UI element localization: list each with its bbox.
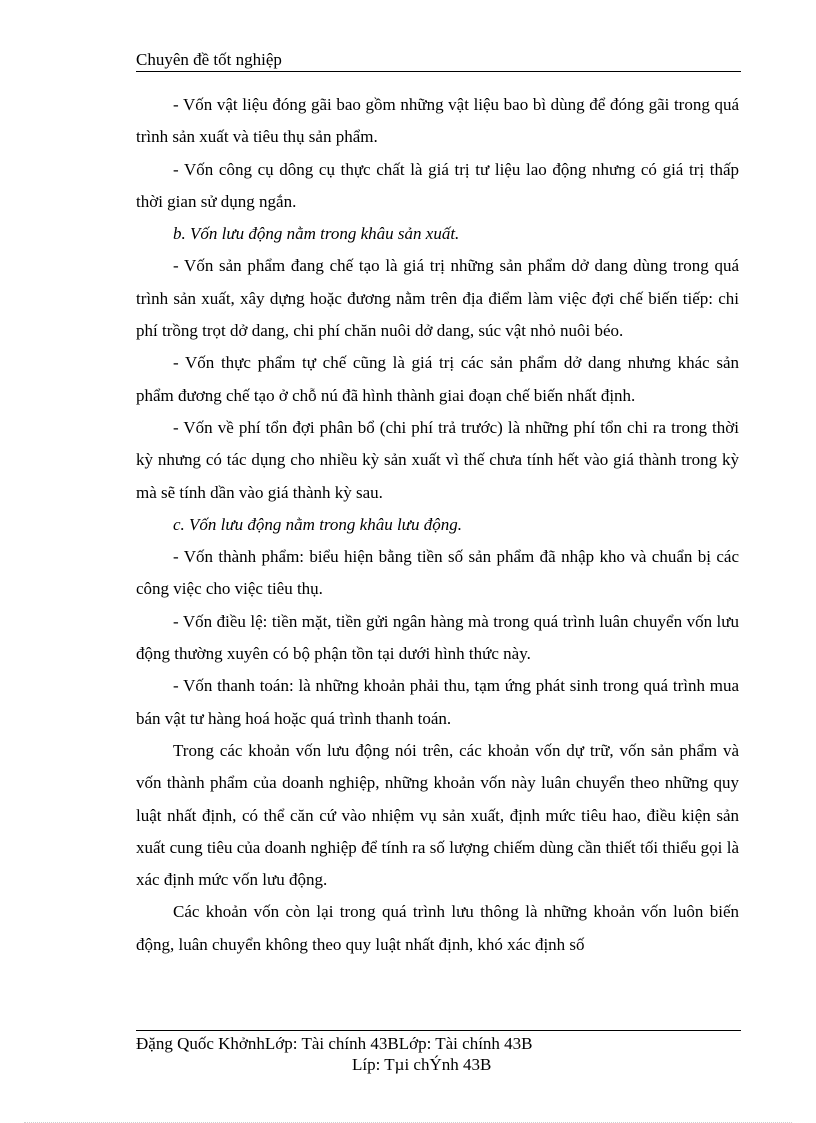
paragraph: - Vốn điều lệ: tiền mặt, tiền gửi ngân hàng mà trong quá trình luân chuyển vốn lưu động thường xuyên có bộ phận tồn tại dưới hình thức này. xyxy=(136,611,739,664)
paragraph: Các khoản vốn còn lại trong quá trình lưu thông là những khoản vốn luôn biến động, luân chuyển không theo quy luật nhất định, khó xác định số xyxy=(136,902,739,954)
paragraph: - Vốn thành phẩm: biểu hiện bằng tiền số sản phẩm đã nhập kho và chuẩn bị các công việc cho việc tiêu thụ. xyxy=(136,547,739,599)
header-title: Chuyên đề tốt nghiệp xyxy=(136,50,282,69)
footer-rule xyxy=(136,1030,741,1031)
paragraph: Trong các khoản vốn lưu động nói trên, các khoản vốn dự trữ, vốn sản phẩm và vốn thành phẩm của doanh nghiệp, những khoản vốn này luân chuyển theo những quy luật nhất định, có thể căn cứ vào nhiệm vụ sản xuất, định mức tiêu hao, điều kiện sản xuất cung tiêu của doanh nghiệp để tính ra số lượng chiếm dùng cần thiết tối thiểu gọi là xác định mức vốn lưu động. xyxy=(136,740,739,890)
paragraph: - Vốn thực phẩm tự chế cũng là giá trị các sản phẩm dở dang nhưng khác sản phẩm đương chế tạo ở chỗ nú đã hình thành giai đoạn chế biến nhất định. xyxy=(136,353,739,405)
footer-line-2: Líp: Tµi chÝnh 43B xyxy=(352,1055,492,1074)
paragraph: - Vốn thanh toán: là những khoản phải thu, tạm ứng phát sinh trong quá trình mua bán vật tư hàng hoá hoặc quá trình thanh toán. xyxy=(136,676,739,728)
document-body xyxy=(136,89,739,961)
header-rule xyxy=(136,71,741,72)
paragraph: - Vốn về phí tổn đợi phân bổ (chi phí trả trước) là những phí tổn chi ra trong thời kỳ nhưng có tác dụng cho nhiều kỳ sản xuất vì thế chưa tính hết vào giá thành trong kỳ mà sẽ tính dần vào giá thành kỳ sau. xyxy=(136,417,739,502)
paragraph: - Vốn vật liệu đóng gãi bao gồm những vật liệu bao bì dùng để đóng gãi trong quá trình sản xuất và tiêu thụ sản phẩm. xyxy=(136,95,739,147)
footer-line-1: Đặng Quốc KhởnhLớp: Tài chính 43BLớp: Tài chính 43B xyxy=(136,1034,533,1053)
section-heading: b. Vốn lưu động nằm trong khâu sản xuất. xyxy=(173,224,460,244)
paragraph: - Vốn công cụ dông cụ thực chất là giá trị tư liệu lao động nhưng có giá trị thấp thời gian sử dụng ngắn. xyxy=(136,159,739,211)
paragraph: - Vốn sản phẩm đang chế tạo là giá trị những sản phẩm dở dang dùng trong quá trình sản xuất, xây dựng hoặc đương nằm trên địa điểm làm việc đợi chế biến tiếp: chi phí trồng trọt dở dang, chi phí chăn nuôi dở dang, súc vật nhỏ nuôi béo. xyxy=(136,256,739,341)
section-heading: c. Vốn lưu động nằm trong khâu lưu động. xyxy=(173,514,462,534)
